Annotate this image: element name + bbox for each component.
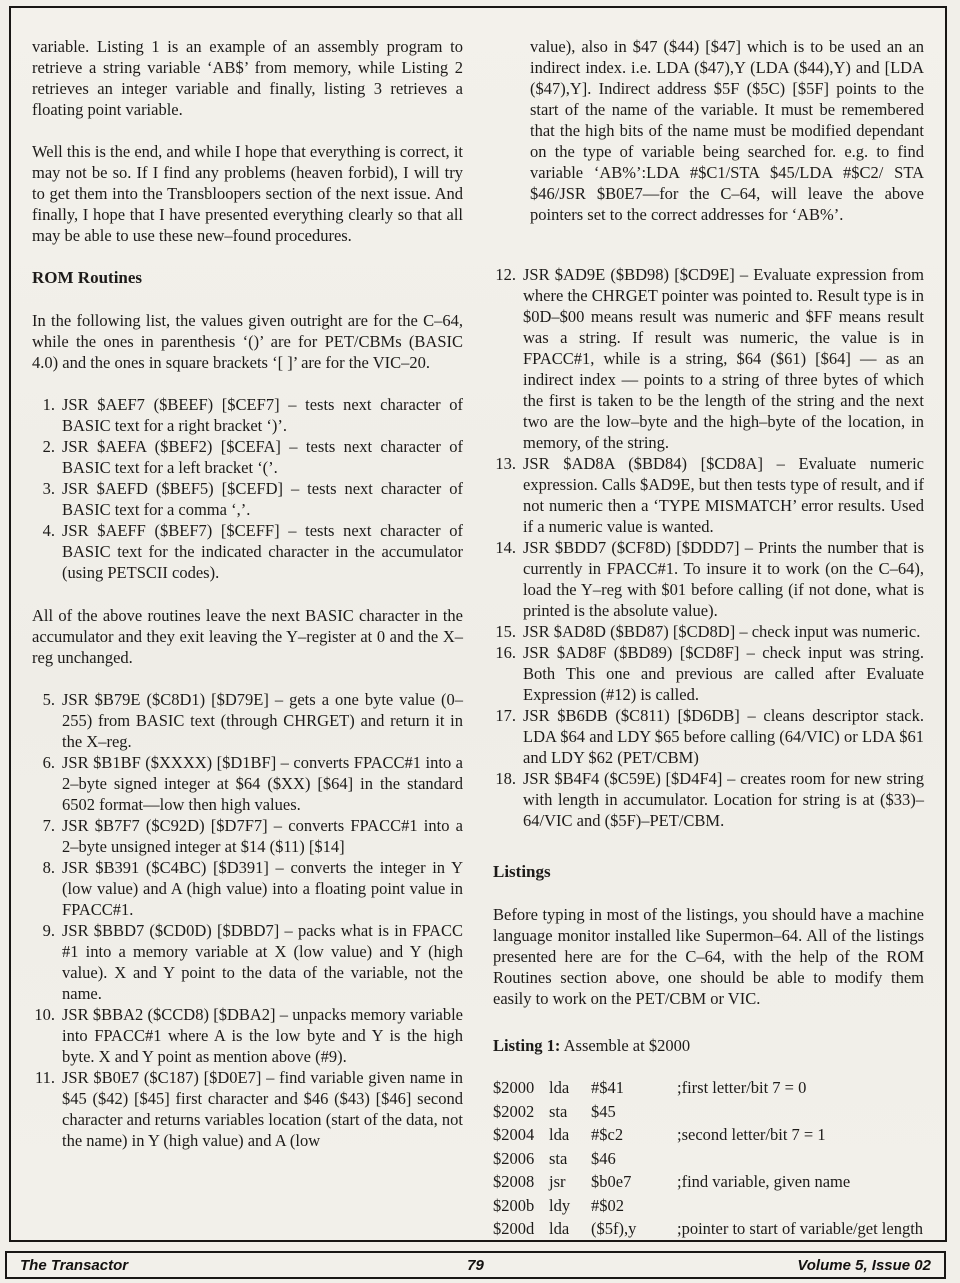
item-number: 10.: [34, 1005, 55, 1024]
item-number: 15.: [495, 622, 516, 641]
body-paragraph: Before typing in most of the listings, you should have a machine language monitor installed like Supermon–64. All of the listings presented here are for the C–64, with the help of the ROM Routines section above, one should be able to modify them easily to work on the PET/CBM or VIC.: [493, 905, 924, 1008]
rom-routine-item: [493, 621, 924, 642]
rom-routine-list-1-4: [32, 394, 463, 583]
item-text: JSR $AEFD ($BEF5) [$CEFD] – tests next character of BASIC text for a comma ‘,’.: [62, 479, 463, 519]
item-text: JSR $BBD7 ($CD0D) [$DBD7] – packs what is in FPACC #1 into a memory variable at X (low value) and Y (high value). X and Y point to the data of the variable, not the name.: [62, 921, 463, 1003]
left-column: [32, 36, 463, 1241]
footer-magazine-title: The Transactor: [20, 1256, 129, 1274]
code-comment: [677, 1147, 924, 1171]
rom-routine-item: [32, 689, 463, 752]
code-opcode: lda: [549, 1078, 570, 1097]
item-number: 18.: [495, 769, 516, 788]
item-text: JSR $B7F7 ($C92D) [$D7F7] – converts FPACC#1 into a 2–byte unsigned integer at $14 ($11) [$14]: [62, 816, 463, 856]
code-opcode: sta: [549, 1101, 568, 1121]
code-operand: $45: [591, 1101, 616, 1121]
code-address: $200d: [493, 1219, 535, 1238]
rom-routine-list-12-18: [493, 264, 924, 831]
two-column-layout: [11, 8, 945, 1241]
item-number: 4.: [42, 521, 55, 540]
code-opcode: lda: [549, 1125, 570, 1144]
listing-1-title: [493, 1035, 924, 1056]
item-number: 8.: [42, 858, 55, 877]
page-number: 79: [467, 1256, 484, 1274]
item-11-continuation-paragraph: value), also in $47 ($44) [$47] which is to be used an an indirect index. i.e. LDA ($47),Y (LDA ($44),Y) and [LDA ($47),Y]. Indirect address $5F ($5C) [$5F] points to the start of the name of the variable. It must be remembered that the high bits of the name must be modified dependant on the type of variable being searched for. e.g. to find variable ‘AB%’:LDA #$C1/STA $45/LDA #$C2/ STA $46/JSR $B0E7—for the C–64, will leave the above pointers set to the correct addresses for ‘AB%’.: [530, 37, 924, 224]
rom-routine-item: [32, 752, 463, 815]
item-text: JSR $AEFF ($BEF7) [$CEFF] – tests next character of BASIC text for the indicated character in the accumulator (using PETSCII codes).: [62, 521, 463, 582]
item-number: 12.: [495, 265, 516, 284]
code-line: [493, 1100, 924, 1124]
listing-1-label: Listing 1:: [493, 1036, 561, 1055]
code-comment: [677, 1194, 924, 1218]
body-paragraph: variable. Listing 1 is an example of an assembly program to retrieve a string variable ‘AB$’ from memory, while Listing 2 retrieves an integer variable and finally, listing 3 retrieves a floating point variable.: [32, 37, 463, 119]
item-text: JSR $B6DB ($C811) [$D6DB] – cleans descriptor stack. LDA $64 and LDY $65 before calling (64/VIC) or LDA $61 and LDY $62 (PET/CBM): [523, 706, 924, 767]
item-text: JSR $AD8A ($BD84) [$CD8A] – Evaluate numeric expression. Calls $AD9E, but then tests type of result, and if not numeric then a ‘TYPE MISMATCH’ error results. Used if a numeric value is wanted.: [523, 454, 924, 536]
rom-routine-item: [493, 705, 924, 768]
code-operand: #$02: [591, 1195, 624, 1215]
body-paragraph: Well this is the end, and while I hope that everything is correct, it may not be so. If I find any problems (heaven forbid), I will try to get them into the Transbloopers section of the next issue. And finally, I hope that I have presented everything clearly so that all may be able to use these new–found procedures.: [32, 142, 463, 245]
item-text: JSR $AEFA ($BEF2) [$CEFA] – tests next character of BASIC text for a left bracket ‘(’.: [62, 437, 463, 477]
section-heading-rom-routines: ROM Routines: [32, 268, 143, 287]
code-operand: #$41: [591, 1078, 624, 1097]
code-address: $2004: [493, 1125, 535, 1144]
code-line: [493, 1147, 924, 1171]
rom-routine-item: [32, 478, 463, 520]
item-number: 3.: [42, 479, 55, 498]
code-address: $200b: [493, 1195, 535, 1215]
code-opcode: ldy: [549, 1195, 571, 1215]
item-text: JSR $B79E ($C8D1) [$D79E] – gets a one byte value (0–255) from BASIC text (through CHRGET) and return it in the X–reg.: [62, 690, 463, 751]
code-line: [493, 1170, 924, 1194]
rom-routine-list-5-11: [32, 689, 463, 1151]
item-number: 11.: [34, 1068, 55, 1087]
code-opcode: jsr: [549, 1172, 566, 1191]
item-text: JSR $AD9E ($BD98) [$CD9E] – Evaluate expression from where the CHRGET pointer was pointed to. Result type is in $0D–$00 means result was numeric and $FF means result was a string. If result was numeric, the value is in FPACC#1, while is a string, $64 ($61) [$64] — as an indirect index — points to a string of three bytes of which the first is taken to be the length of the string and the next two are the low–byte and the high–byte of the location, in memory, of the string.: [523, 265, 924, 452]
code-line: [493, 1217, 924, 1241]
code-operand: $46: [591, 1148, 616, 1168]
body-paragraph: All of the above routines leave the next BASIC character in the accumulator and they exit leaving the Y–register at 0 and the X–reg unchanged.: [32, 606, 463, 667]
item-number: 1.: [42, 395, 55, 414]
item-number: 7.: [42, 816, 55, 835]
code-address: $2000: [493, 1078, 535, 1097]
item-text: JSR $B4F4 ($C59E) [$D4F4] – creates room for new string with length in accumulator. Location for string is at ($33)–64/VIC and ($5F)–PET/CBM.: [523, 769, 924, 830]
item-number: 2.: [42, 437, 55, 456]
item-text: JSR $B1BF ($XXXX) [$D1BF] – converts FPACC#1 into a 2–byte signed integer at $64 ($XX) [$64] in the standard 6502 format—low then high values.: [62, 753, 463, 814]
rom-routine-item: [493, 642, 924, 705]
item-number: 14.: [495, 538, 516, 557]
page-frame: [9, 6, 947, 1242]
rom-routine-item: [493, 768, 924, 831]
rom-routine-item: [32, 857, 463, 920]
code-opcode: sta: [549, 1148, 568, 1168]
item-text: JSR $B391 ($C4BC) [$D391] – converts the integer in Y (low value) and A (high value) into a floating point value in FPACC#1.: [62, 858, 463, 919]
item-text: JSR $AD8D ($BD87) [$CD8D] – check input was numeric.: [523, 622, 921, 641]
assembly-listing-1: [493, 1076, 924, 1241]
code-comment: [677, 1100, 924, 1124]
item-number: 17.: [495, 706, 516, 725]
code-address: $2002: [493, 1101, 535, 1121]
rom-routine-item: [493, 537, 924, 621]
rom-routine-item: [32, 1004, 463, 1067]
code-comment: ;pointer to start of variable/get length: [677, 1219, 924, 1238]
code-operand: #$c2: [591, 1125, 624, 1144]
rom-routine-item: [493, 453, 924, 537]
rom-routine-item: [493, 264, 924, 453]
footer-volume-issue: Volume 5, Issue 02: [797, 1256, 931, 1274]
code-address: $2008: [493, 1172, 535, 1191]
rom-routine-item: [32, 815, 463, 857]
item-text: JSR $B0E7 ($C187) [$D0E7] – find variable given name in $45 ($42) [$45] first character and $46 ($43) [$46] second character and returns variables location (start of the data, not the name) in Y (high value) and A (low: [62, 1068, 463, 1150]
rom-routine-item: [32, 394, 463, 436]
code-operand: ($5f),y: [591, 1219, 637, 1238]
code-comment: ;first letter/bit 7 = 0: [677, 1078, 807, 1097]
item-text: JSR $AEF7 ($BEEF) [$CEF7] – tests next character of BASIC text for a right bracket ‘)’.: [62, 395, 463, 435]
code-comment: ;second letter/bit 7 = 1: [677, 1125, 826, 1144]
rom-routine-item: [32, 1067, 463, 1151]
item-text: JSR $BDD7 ($CF8D) [$DDD7] – Prints the number that is currently in FPACC#1. To insure it to work (on the C–64), load the Y–reg with $01 before calling (if not done, what is printed is the absolute value).: [523, 538, 924, 620]
item-text: JSR $BBA2 ($CCD8) [$DBA2] – unpacks memory variable into FPACC#1 where A is the low byte and Y is the high byte. X and Y point as mention above (#9).: [62, 1005, 463, 1066]
code-operand: $b0e7: [591, 1172, 632, 1191]
code-comment: ;find variable, given name: [677, 1172, 851, 1191]
item-text: JSR $AD8F ($BD89) [$CD8F] – check input was string. Both This one and previous are called after Evaluate Expression (#12) is called.: [523, 643, 924, 704]
item-number: 6.: [42, 753, 55, 772]
code-address: $2006: [493, 1148, 535, 1168]
code-line: [493, 1076, 924, 1100]
rom-routine-item: [32, 920, 463, 1004]
code-line: [493, 1194, 924, 1218]
right-column: [493, 36, 924, 1241]
listing-1-subtitle: Assemble at $2000: [560, 1036, 691, 1055]
body-paragraph: In the following list, the values given outright are for the C–64, while the ones in parenthesis ‘()’ are for PET/CBMs (BASIC 4.0) and the ones in square brackets ‘[ ]’ are for the VIC–20.: [32, 311, 463, 372]
page-footer: [5, 1251, 946, 1279]
code-line: [493, 1123, 924, 1147]
rom-routine-item: [32, 520, 463, 583]
section-heading-listings: Listings: [493, 862, 551, 881]
item-number: 16.: [495, 643, 516, 662]
rom-routine-item: [32, 436, 463, 478]
item-number: 13.: [495, 454, 516, 473]
code-opcode: lda: [549, 1219, 570, 1238]
item-number: 9.: [42, 921, 55, 940]
item-number: 5.: [42, 690, 55, 709]
